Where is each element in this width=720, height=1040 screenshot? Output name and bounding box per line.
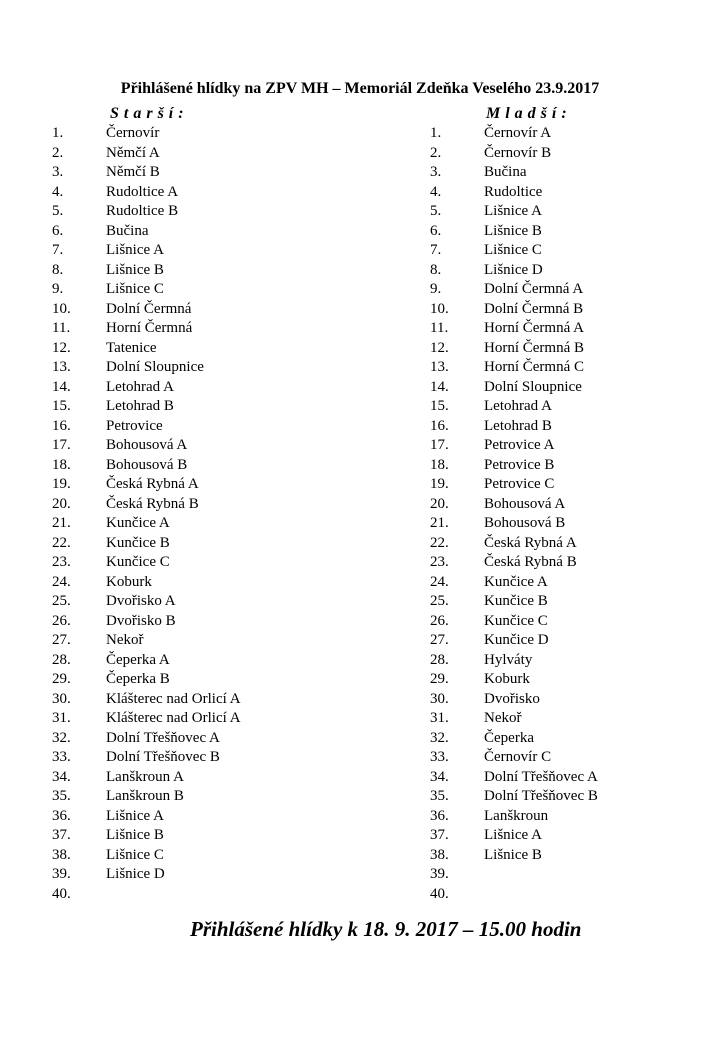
- item-number: 38.: [430, 846, 449, 863]
- team-name: Černovír C: [484, 749, 552, 765]
- team-name: Koburk: [484, 671, 530, 687]
- item-number: 5.: [430, 203, 442, 219]
- item-number: 33.: [430, 749, 449, 765]
- team-name: Letohrad A: [484, 398, 552, 414]
- item-number: 40.: [430, 885, 449, 902]
- team-name: Petrovice A: [484, 437, 555, 453]
- team-name: Dolní Čermná: [106, 300, 192, 317]
- item-number: 23.: [430, 554, 449, 570]
- item-number: 39.: [52, 866, 71, 882]
- item-number: 19.: [52, 476, 71, 492]
- item-number: 26.: [430, 612, 449, 629]
- team-name: Klášterec nad Orlicí A: [106, 690, 241, 707]
- item-number: 20.: [52, 495, 71, 512]
- team-name: Kunčice A: [106, 515, 170, 531]
- item-number: 15.: [52, 398, 71, 414]
- item-number: 18.: [430, 456, 449, 473]
- team-name: Lišnice A: [484, 827, 542, 843]
- team-name: Lišnice C: [484, 242, 542, 258]
- team-name: Lišnice C: [106, 846, 164, 863]
- team-name: Bučina: [106, 222, 149, 239]
- item-number: 34.: [430, 768, 449, 785]
- team-name: Dvořisko B: [106, 612, 176, 629]
- team-name: Bohousová A: [484, 495, 566, 512]
- item-number: 12.: [430, 339, 449, 356]
- item-number: 10.: [52, 300, 71, 317]
- team-name: Petrovice C: [484, 476, 555, 492]
- team-name: Kunčice B: [106, 534, 170, 551]
- team-name: Dolní Třešňovec A: [106, 729, 220, 746]
- item-number: 5.: [52, 203, 64, 219]
- item-number: 23.: [52, 554, 71, 570]
- team-name: Petrovice B: [484, 456, 555, 473]
- item-number: 1.: [430, 125, 442, 141]
- team-name: Horní Čermná B: [484, 339, 584, 356]
- item-number: 38.: [52, 846, 71, 863]
- item-number: 34.: [52, 768, 71, 785]
- item-number: 2.: [430, 144, 442, 161]
- item-number: 15.: [430, 398, 449, 414]
- team-name: Hylváty: [484, 651, 533, 668]
- team-name: Lanškroun: [484, 807, 549, 824]
- item-number: 24.: [430, 573, 449, 590]
- item-number: 7.: [430, 242, 442, 258]
- item-number: 16.: [52, 417, 71, 434]
- item-number: 19.: [430, 476, 449, 492]
- team-name: Tatenice: [106, 339, 157, 356]
- item-number: 18.: [52, 456, 71, 473]
- item-number: 36.: [430, 807, 449, 824]
- item-number: 28.: [430, 651, 449, 668]
- team-name: Bohousová A: [106, 437, 188, 453]
- team-name: Lanškroun A: [106, 768, 184, 785]
- item-number: 35.: [430, 788, 449, 804]
- team-name: Klášterec nad Orlicí A: [106, 710, 241, 726]
- item-number: 13.: [430, 359, 449, 375]
- team-name: Česká Rybná A: [484, 534, 577, 551]
- team-name: Lišnice B: [106, 827, 164, 843]
- team-name: Kunčice C: [484, 612, 548, 629]
- footer-note: Přihlášené hlídky k 18. 9. 2017 – 15.00 hodin: [190, 917, 582, 941]
- team-name: Rudoltice A: [106, 183, 179, 200]
- heading-starsi: Starší:: [110, 105, 189, 122]
- team-name: Česká Rybná B: [484, 554, 577, 570]
- item-number: 25.: [52, 593, 71, 609]
- item-number: 12.: [52, 339, 71, 356]
- team-name: Lišnice D: [484, 261, 543, 278]
- item-number: 22.: [430, 534, 449, 551]
- team-name: Dolní Sloupnice: [106, 359, 204, 375]
- item-number: 1.: [52, 125, 64, 141]
- item-number: 3.: [430, 164, 442, 180]
- item-number: 29.: [430, 671, 449, 687]
- team-name: Letohrad B: [106, 398, 174, 414]
- item-number: 37.: [52, 827, 71, 843]
- document-title: Přihlášené hlídky na ZPV MH – Memoriál Zdeňka Veselého 23.9.2017: [120, 80, 600, 97]
- team-name: Dolní Čermná B: [484, 300, 584, 317]
- team-name: Dvořisko A: [106, 593, 176, 609]
- item-number: 30.: [52, 690, 71, 707]
- team-name: Lišnice B: [484, 222, 542, 239]
- team-name: Lišnice A: [484, 203, 542, 219]
- item-number: 32.: [52, 729, 71, 746]
- team-name: Bučina: [484, 164, 527, 180]
- item-number: 17.: [52, 437, 71, 453]
- team-name: Koburk: [106, 573, 152, 590]
- item-number: 29.: [52, 671, 71, 687]
- item-number: 40.: [52, 885, 71, 902]
- team-name: Horní Čermná C: [484, 359, 584, 375]
- team-name: Čeperka B: [106, 671, 170, 687]
- item-number: 25.: [430, 593, 449, 609]
- team-name: Dvořisko: [484, 690, 540, 707]
- item-number: 27.: [430, 632, 449, 648]
- item-number: 4.: [52, 183, 64, 200]
- item-number: 11.: [52, 320, 71, 336]
- item-number: 31.: [430, 710, 449, 726]
- team-name: Kunčice A: [484, 573, 548, 590]
- team-name: Lišnice D: [106, 866, 165, 882]
- item-number: 13.: [52, 359, 71, 375]
- team-name: Kunčice C: [106, 554, 170, 570]
- team-name: Horní Čermná A: [484, 320, 584, 336]
- team-name: Němčí B: [106, 164, 160, 180]
- item-number: 24.: [52, 573, 71, 590]
- item-number: 3.: [52, 164, 64, 180]
- team-name: Česká Rybná A: [106, 476, 199, 492]
- team-name: Němčí A: [106, 144, 160, 161]
- team-name: Letohrad B: [484, 417, 552, 434]
- team-name: Dolní Třešňovec A: [484, 768, 598, 785]
- team-name: Rudoltice: [484, 183, 543, 200]
- item-number: 11.: [430, 320, 449, 336]
- item-number: 4.: [430, 183, 442, 200]
- item-number: 6.: [52, 222, 64, 239]
- team-name: Dolní Třešňovec B: [484, 788, 598, 804]
- team-name: Čeperka: [484, 729, 534, 746]
- team-name: Kunčice D: [484, 632, 549, 648]
- item-number: 17.: [430, 437, 449, 453]
- team-name: Černovír B: [484, 144, 552, 161]
- team-name: Dolní Sloupnice: [484, 378, 582, 395]
- item-number: 37.: [430, 827, 449, 843]
- item-number: 20.: [430, 495, 449, 512]
- team-name: Lanškroun B: [106, 788, 184, 804]
- item-number: 39.: [430, 866, 449, 882]
- team-name: Lišnice A: [106, 242, 164, 258]
- item-number: 26.: [52, 612, 71, 629]
- team-name: Lišnice B: [106, 261, 164, 278]
- item-number: 21.: [52, 515, 71, 531]
- item-number: 22.: [52, 534, 71, 551]
- item-number: 7.: [52, 242, 64, 258]
- team-name: Rudoltice B: [106, 203, 179, 219]
- heading-mladsi: Mladší:: [486, 105, 572, 122]
- item-number: 16.: [430, 417, 449, 434]
- team-name: Nekoř: [484, 710, 522, 726]
- team-name: Dolní Čermná A: [484, 281, 584, 297]
- item-number: 2.: [52, 144, 64, 161]
- team-name: Letohrad A: [106, 378, 174, 395]
- team-name: Kunčice B: [484, 593, 548, 609]
- item-number: 27.: [52, 632, 71, 648]
- item-number: 14.: [52, 378, 71, 395]
- item-number: 8.: [52, 261, 64, 278]
- team-name: Lišnice C: [106, 281, 164, 297]
- item-number: 6.: [430, 222, 442, 239]
- item-number: 35.: [52, 788, 71, 804]
- item-number: 21.: [430, 515, 449, 531]
- team-name: Bohousová B: [484, 515, 566, 531]
- team-name: Horní Čermná: [106, 320, 193, 336]
- team-name: Čeperka A: [106, 651, 170, 668]
- team-name: Černovír: [106, 125, 160, 141]
- item-number: 28.: [52, 651, 71, 668]
- item-number: 33.: [52, 749, 71, 765]
- item-number: 31.: [52, 710, 71, 726]
- item-number: 14.: [430, 378, 449, 395]
- team-name: Lišnice B: [484, 846, 542, 863]
- team-name: Černovír A: [484, 125, 552, 141]
- item-number: 36.: [52, 807, 71, 824]
- team-name: Dolní Třešňovec B: [106, 749, 220, 765]
- item-number: 9.: [430, 281, 442, 297]
- team-name: Petrovice: [106, 417, 163, 434]
- item-number: 10.: [430, 300, 449, 317]
- team-name: Bohousová B: [106, 456, 188, 473]
- team-name: Lišnice A: [106, 807, 164, 824]
- item-number: 8.: [430, 261, 442, 278]
- item-number: 30.: [430, 690, 449, 707]
- team-name: Nekoř: [106, 632, 144, 648]
- item-number: 32.: [430, 729, 449, 746]
- team-name: Česká Rybná B: [106, 495, 199, 512]
- item-number: 9.: [52, 281, 64, 297]
